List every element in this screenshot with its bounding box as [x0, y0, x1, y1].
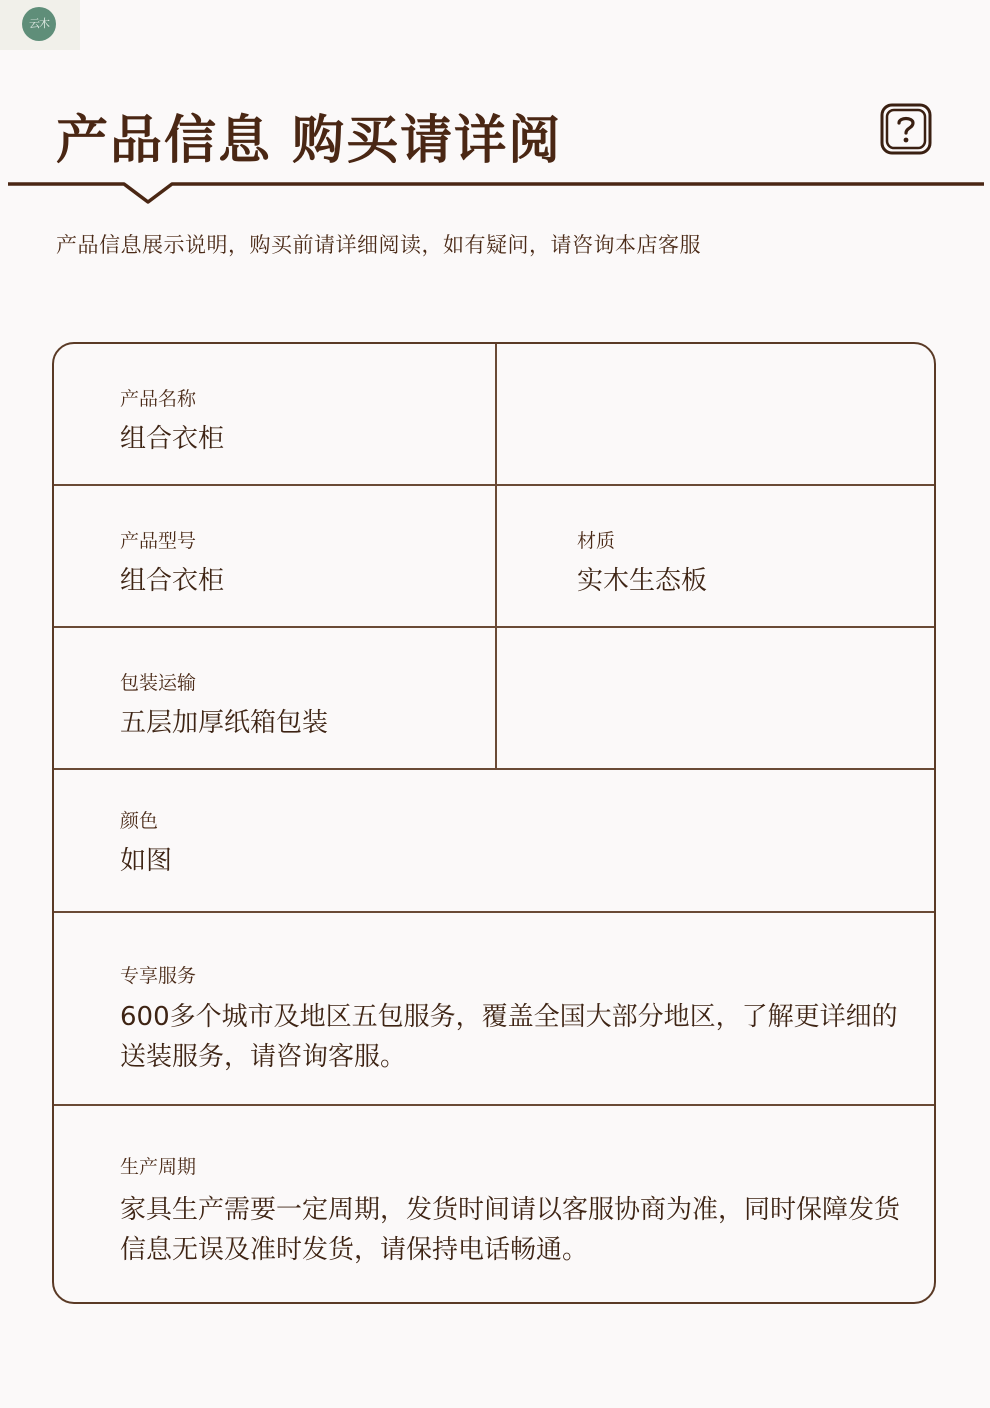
- product-name-label: 产品名称: [120, 388, 197, 410]
- table-row: [54, 1106, 934, 1304]
- production-cycle-value: 家具生产需要一定周期，发货时间请以客服协商为准，同时保障发货信息无误及准时发货，请保持电话畅通。: [120, 1195, 901, 1265]
- production-cycle-label: 生产周期: [120, 1156, 197, 1178]
- table-row: [54, 628, 934, 770]
- color-label: 颜色: [120, 810, 159, 832]
- cell-color: [54, 770, 934, 911]
- watermark-badge: 云木: [22, 7, 56, 41]
- cell-empty: [497, 344, 934, 484]
- product-name-value: 组合衣柜: [120, 424, 225, 454]
- product-model-value: 组合衣柜: [120, 566, 225, 596]
- cell-production-cycle: [54, 1106, 934, 1304]
- cell-material: [497, 486, 934, 626]
- material-label: 材质: [577, 530, 616, 552]
- page-subtitle: 产品信息展示说明，购买前请详细阅读，如有疑问，请咨询本店客服: [56, 233, 701, 257]
- product-info-table: [52, 342, 936, 1304]
- cell-service: [54, 913, 934, 1104]
- watermark-logo: [0, 0, 80, 50]
- packaging-value: 五层加厚纸箱包装: [120, 708, 329, 738]
- service-value: 600多个城市及地区五包服务，覆盖全国大部分地区，了解更详细的送装服务，请咨询客服。: [120, 1002, 898, 1072]
- color-value: 如图: [120, 846, 173, 876]
- page-title: 产品信息 购买请详阅: [56, 111, 563, 171]
- product-model-label: 产品型号: [120, 530, 197, 552]
- cell-product-name: [54, 344, 497, 484]
- material-value: 实木生态板: [577, 566, 708, 596]
- cell-empty: [497, 628, 934, 768]
- table-row: [54, 486, 934, 628]
- cell-product-model: [54, 486, 497, 626]
- table-row: [54, 770, 934, 913]
- header-divider: [8, 178, 984, 208]
- question-mark-icon: [880, 103, 932, 155]
- table-row: [54, 344, 934, 486]
- packaging-label: 包装运输: [120, 672, 197, 694]
- table-row: [54, 913, 934, 1106]
- service-label: 专享服务: [120, 965, 197, 987]
- cell-packaging: [54, 628, 497, 768]
